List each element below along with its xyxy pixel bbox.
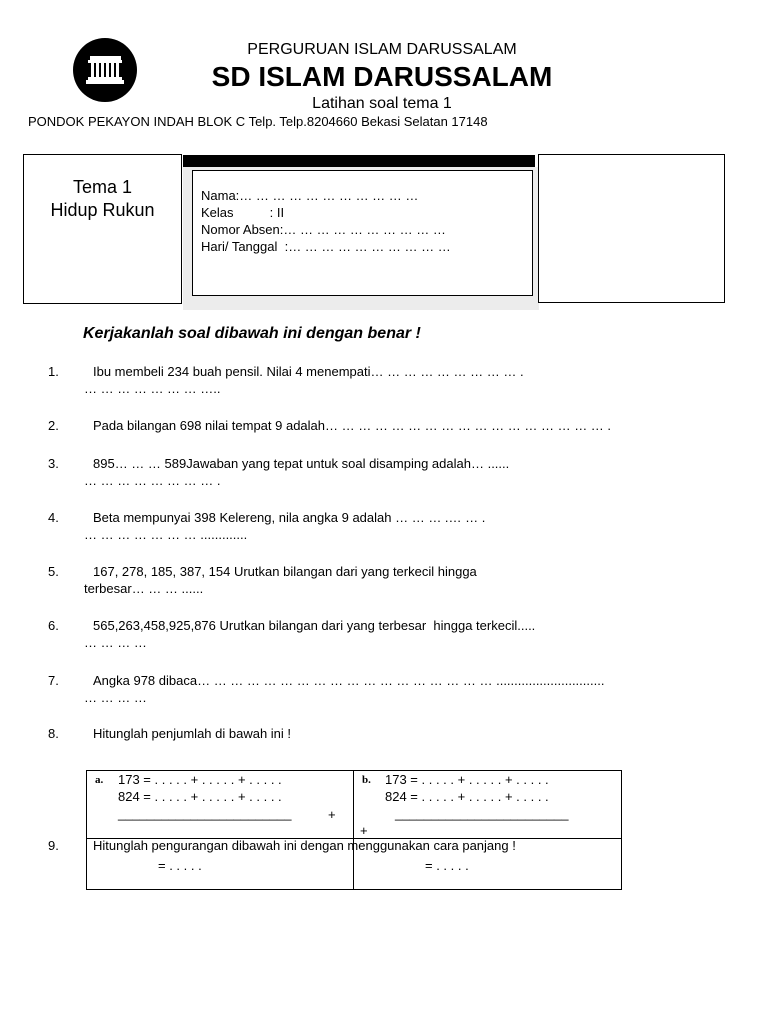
question-text: 565,263,458,925,876 Urutkan bilangan dari yang terbesar hingga terkecil..... [93,618,536,633]
question-text: Ibu membeli 234 buah pensil. Nilai 4 menempati… … … … … … … … … . [93,364,524,379]
school-address: PONDOK PEKAYON INDAH BLOK C Telp. Telp.8204660 Bekasi Selatan 17148 [28,114,488,129]
absent-number-field[interactable]: Nomor Absen:… … … … … … … … … … [201,222,446,237]
organization-name: PERGURUAN ISLAM DARUSSALAM [247,41,517,58]
question-answer-line[interactable]: … … … … … … … ............. [84,527,248,542]
question-number: 6. [48,618,59,633]
theme-title: Tema 1 [72,177,133,197]
question-answer-line[interactable]: … … … … … … … ….. [84,381,221,396]
question-answer-line[interactable]: terbesar… … … ...... [84,581,204,596]
name-field[interactable]: Nama:… … … … … … … … … … … [201,188,419,203]
question-number: 9. [48,838,59,853]
cell-a-label: a. [95,774,104,786]
question-number: 5. [48,564,59,579]
question-text: Beta mempunyai 398 Kelereng, nila angka 9 adalah … … … .… … . [93,510,486,525]
school-name: SD ISLAM DARUSSALAM [211,61,553,92]
theme-subtitle: Hidup Rukun [50,200,155,220]
worksheet-subtitle: Latihan soal tema 1 [312,95,452,112]
cell-a-plus: + [328,807,336,822]
question-number: 8. [48,726,59,741]
cell-b-line1[interactable]: 173 = . . . . . + . . . . . + . . . . . [385,772,549,787]
question-text: 895… … … 589Jawaban yang tepat untuk soal disamping adalah… ...... [93,456,510,471]
identity-box-header-bar [183,155,535,167]
cell-a-line1[interactable]: 173 = . . . . . + . . . . . + . . . . . [118,772,282,787]
cell-b-plus: + [360,823,368,838]
table-divider [353,770,354,890]
cell-b-result[interactable]: = . . . . . [425,858,469,873]
cell-b-label: b. [362,774,371,786]
question-answer-line[interactable]: … … … … … … … … . [84,473,221,488]
cell-a-rule: ________________________ [118,806,292,821]
question-text: Hitunglah penjumlah di bawah ini ! [93,726,292,741]
question-number: 4. [48,510,59,525]
question-text: Pada bilangan 698 nilai tempat 9 adalah… … … … … … … … … … … … … … … … … . [93,418,612,433]
date-field[interactable]: Hari/ Tanggal :… … … … … … … … … … [201,239,451,254]
theme-box [23,154,182,304]
cell-a-line2[interactable]: 824 = . . . . . + . . . . . + . . . . . [118,789,282,804]
identity-box [192,170,533,296]
question-text: Angka 978 dibaca… … … … … … … … … … … … … … … … … … .............................. [93,673,605,688]
question-answer-line[interactable]: … … … … [84,635,147,650]
cell-b-line2[interactable]: 824 = . . . . . + . . . . . + . . . . . [385,789,549,804]
class-field[interactable]: Kelas : II [201,205,285,220]
question-answer-line[interactable]: … … … … [84,690,147,705]
question-text: 167, 278, 185, 387, 154 Urutkan bilangan dari yang terkecil hingga [93,564,477,579]
question-number: 1. [48,364,59,379]
question-number: 7. [48,673,59,688]
question-number: 2. [48,418,59,433]
instruction-heading: Kerjakanlah soal dibawah ini dengan benar ! [83,325,421,342]
question-text: Hitunglah pengurangan dibawah ini dengan menggunakan cara panjang ! [93,838,516,853]
question-number: 3. [48,456,59,471]
score-box [538,154,725,303]
cell-a-result[interactable]: = . . . . . [158,858,202,873]
cell-b-rule: ________________________ [395,806,569,821]
school-logo-icon [73,38,137,102]
